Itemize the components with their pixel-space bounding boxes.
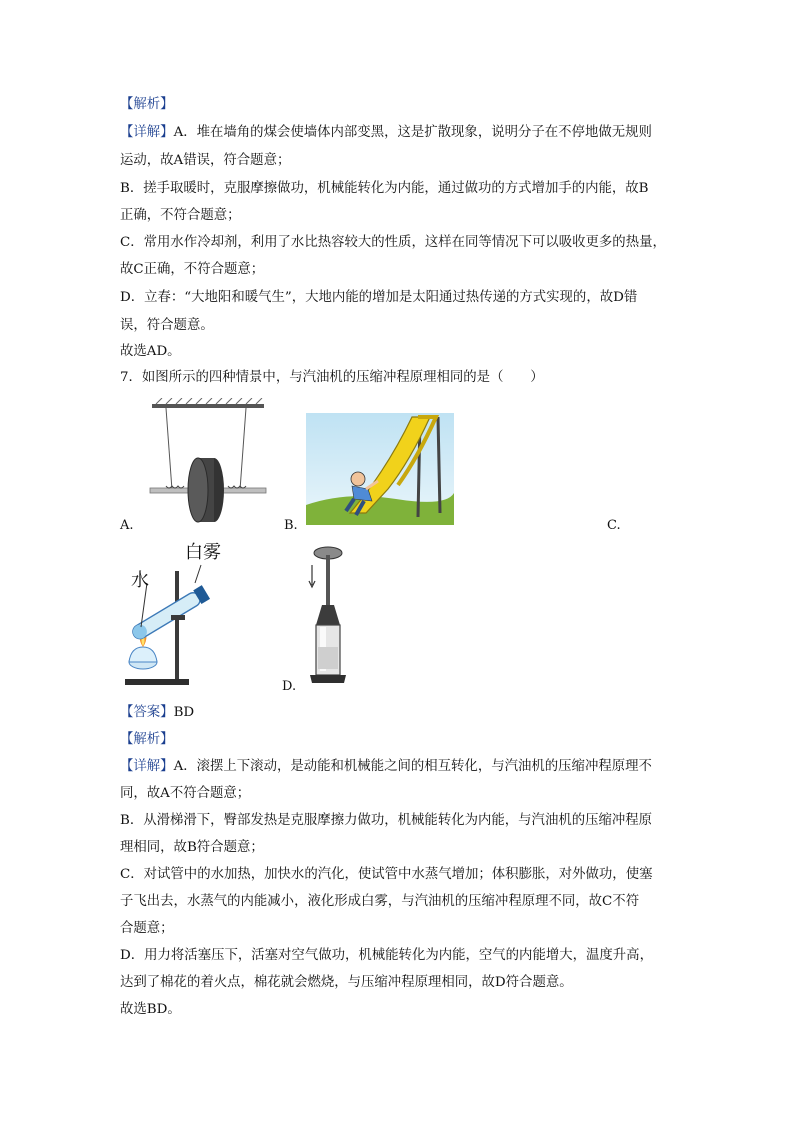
stand-rod <box>175 571 179 683</box>
text-line: D．用力将活塞压下，活塞对空气做功，机械能转化为内能，空气的内能增大，温度升高， <box>120 948 653 963</box>
text-line: 子飞出去，水蒸气的内能减小，液化形成白雾，与汽油机的压缩冲程原理不同，故C不符 <box>120 894 640 909</box>
text-line: 合题意； <box>120 921 174 936</box>
text-line: 正确，不符合题意； <box>120 208 241 223</box>
cotton <box>318 647 338 669</box>
test-tube-drawing <box>121 543 231 689</box>
option-a-label: A. <box>120 518 134 533</box>
test-tube <box>130 585 210 642</box>
detail-text: A．滚摆上下滚动，是动能和机械能之间的相互转化，与汽油机的压缩冲程原理不 <box>173 759 652 774</box>
fog-label: 白雾 <box>185 542 221 563</box>
clamp <box>171 615 185 620</box>
stand-base <box>125 679 189 685</box>
text-line: 达到了棉花的着火点，棉花就会燃烧，与压缩冲程原理相同，故D符合题意。 <box>120 975 573 990</box>
text-line: 故C正确，不符合题意； <box>120 262 265 277</box>
answer-value: BD <box>173 705 195 720</box>
syringe-collar <box>316 605 340 625</box>
detail-heading: 【详解】 <box>120 125 174 140</box>
answer-line <box>120 704 194 722</box>
detail-line <box>120 124 652 142</box>
fire-syringe-figure <box>304 543 356 689</box>
detail-line-2 <box>120 758 652 776</box>
child-head <box>351 472 365 486</box>
text-line: C．常用水作冷却剂，利用了水比热容较大的性质，这样在同等情况下可以吸收更多的热量， <box>120 235 666 250</box>
syringe-base <box>310 675 346 683</box>
maxwell-wheel-figure <box>148 398 268 524</box>
analysis-heading-2: 【解析】 <box>120 732 174 747</box>
fog-pointer <box>195 565 201 583</box>
text-line: 理相同，故B符合题意； <box>120 840 264 855</box>
text-line: D．立春：“大地阳和暖气生”，大地内能的增加是太阳通过热传递的方式实现的，故D错 <box>120 290 638 305</box>
plunger-rod <box>326 555 330 607</box>
text-line: 运动，故A错误，符合题意； <box>120 153 291 168</box>
analysis-heading: 【解析】 <box>120 97 174 112</box>
detail-heading-2: 【详解】 <box>120 759 174 774</box>
text-line: B．从滑梯滑下，臀部发热是克服摩擦力做功，机械能转化为内能，与汽油机的压缩冲程原 <box>120 813 653 828</box>
alcohol-lamp-body <box>129 647 157 662</box>
water-label: 水 <box>131 570 149 591</box>
test-tube-figure <box>121 543 231 689</box>
option-d-label: D. <box>282 679 297 694</box>
text-line: C．对试管中的水加热，加快水的汽化，使试管中水蒸气增加；体积膨胀，对外做功，使塞 <box>120 867 653 882</box>
detail-text: A．堆在墙角的煤会使墙体内部变黑，这是扩散现象，说明分子在不停地做无规则 <box>173 125 652 140</box>
wheel-face <box>188 458 208 522</box>
text-line: 同，故A不符合题意； <box>120 786 251 801</box>
text-line: 故选BD。 <box>120 1002 181 1017</box>
text-line: B．搓手取暖时，克服摩擦做功，机械能转化为内能，通过做功的方式增加手的内能，故B <box>120 181 649 196</box>
text-line: 误，符合题意。 <box>120 318 214 333</box>
right-coil <box>228 486 246 488</box>
ceiling-bar <box>152 404 264 408</box>
slide-figure <box>306 413 454 525</box>
text-line: 故选AD。 <box>120 344 181 359</box>
right-string <box>240 408 246 490</box>
answer-heading: 【答案】 <box>120 705 174 720</box>
option-b-label: B. <box>284 518 298 533</box>
slide-ladder-post <box>438 417 440 513</box>
ceiling-hatch <box>156 398 262 404</box>
question-stem: 7．如图所示的四种情景中，与汽油机的压缩冲程原理相同的是（ ） <box>120 370 544 385</box>
left-string <box>166 408 172 490</box>
option-c-label: C. <box>607 518 621 533</box>
left-coil <box>166 486 184 488</box>
